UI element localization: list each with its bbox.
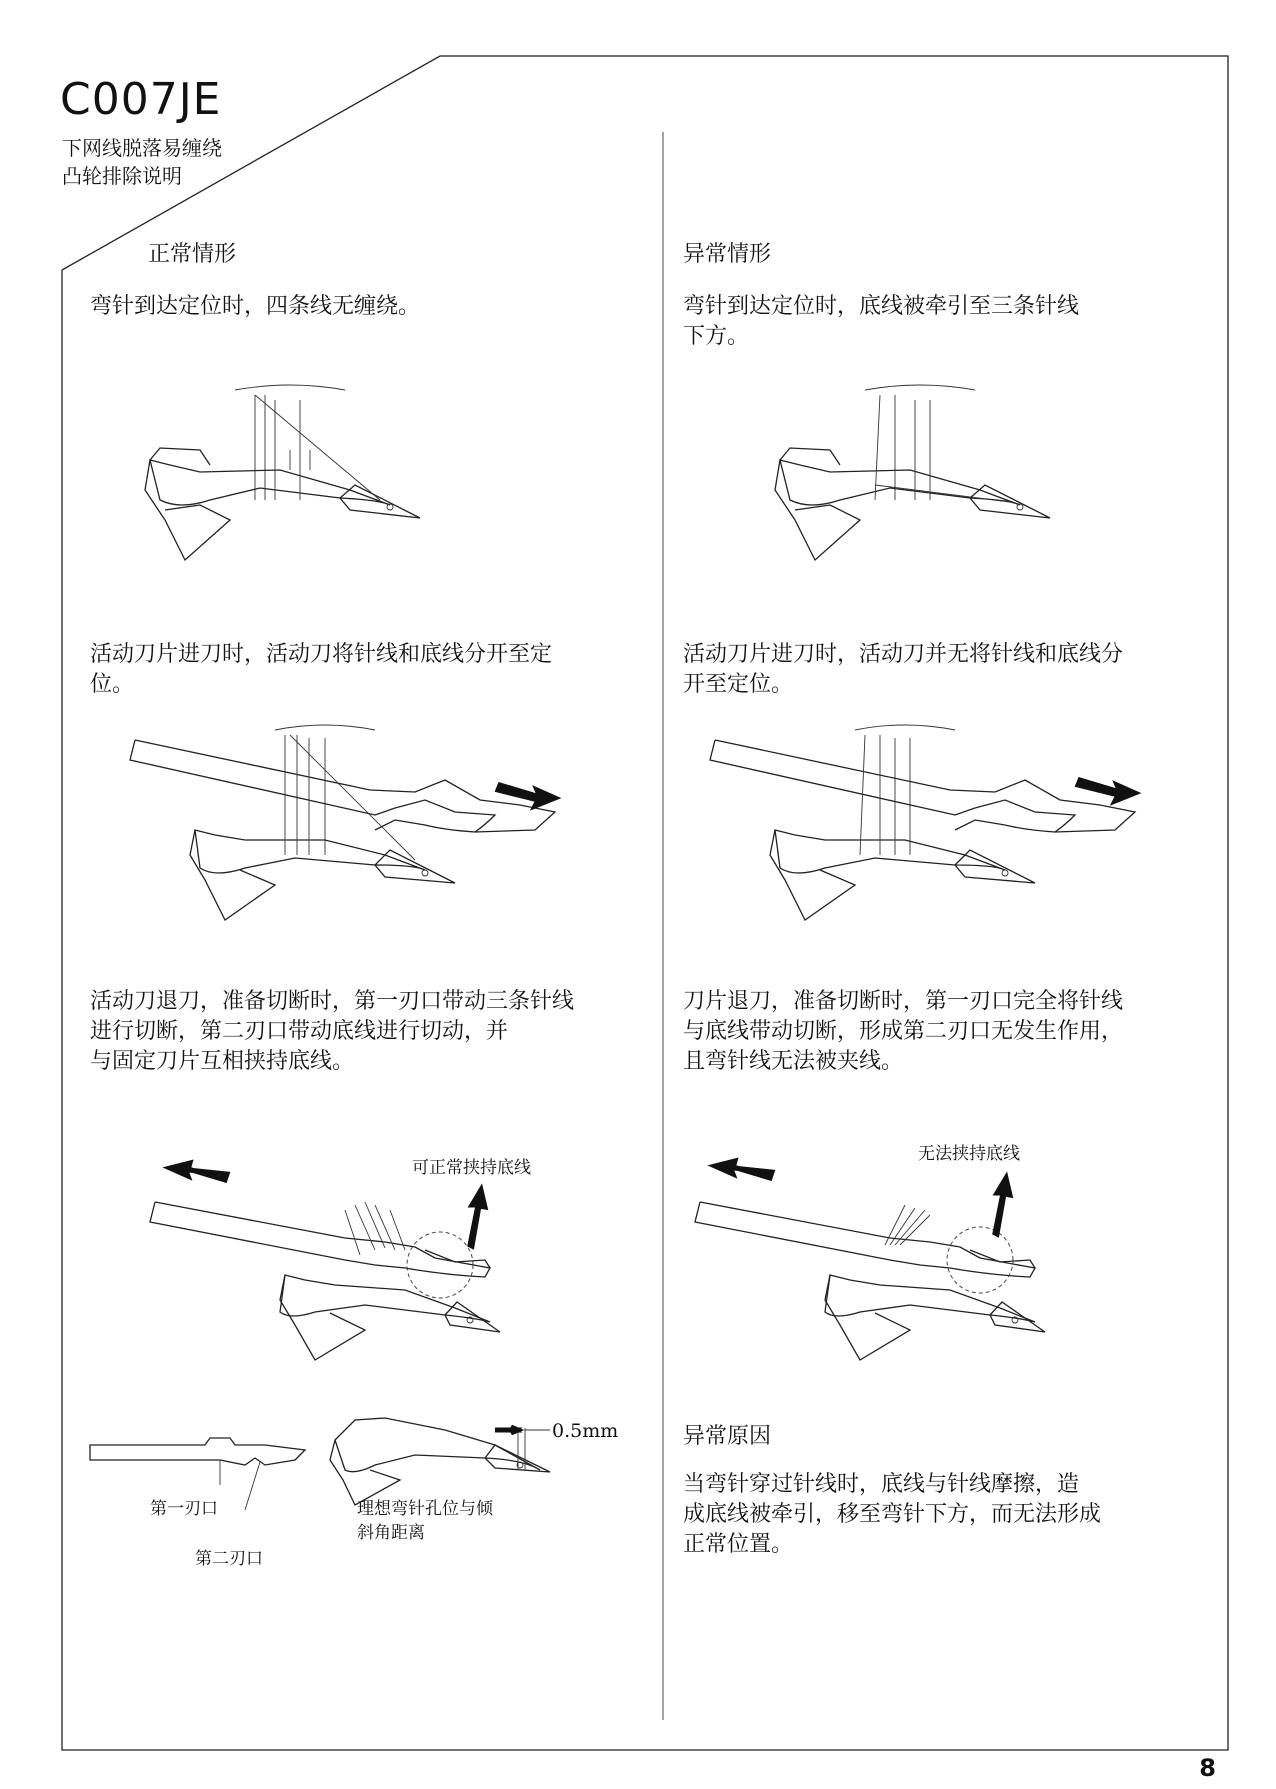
right-knife-advance-figure: [705, 720, 1145, 930]
dimension-label: 0.5mm: [552, 1420, 619, 1442]
model-number: C007JE: [60, 74, 222, 125]
left-knife-advance-figure: [125, 720, 565, 930]
right-heading: 异常情形: [683, 242, 772, 267]
right-step-2: 活动刀片进刀时，活动刀并无将针线和底线分 开至定位。: [683, 642, 1124, 697]
left-step-1: 弯针到达定位时，四条线无缠绕。: [90, 294, 421, 319]
document-subtitle: [62, 134, 222, 190]
looper-tip-detail-figure: [325, 1400, 555, 1510]
left-step-2: 活动刀片进刀时，活动刀将针线和底线分开至定 位。: [90, 642, 553, 697]
left-looper-normal-figure: [140, 370, 440, 570]
label-ideal-hole-position: 理想弯针孔位与倾 斜角距离: [357, 1499, 493, 1543]
subtitle-line-2: 凸轮排除说明: [62, 164, 182, 188]
left-callout-label: 可正常挟持底线: [412, 1158, 531, 1178]
right-knife-retract-figure: [690, 1150, 1090, 1380]
left-knife-retract-figure: [145, 1150, 545, 1380]
label-first-edge: 第一刃口: [150, 1499, 218, 1519]
right-callout-label: 无法挟持底线: [918, 1144, 1020, 1164]
left-step-3: 活动刀退刀，准备切断时，第一刃口带动三条针线 进行切断，第二刃口带动底线进行切动，并 与固定刀片互相挟持底线。: [90, 989, 575, 1074]
right-step-1: 弯针到达定位时，底线被牵引至三条针线 下方。: [683, 294, 1080, 349]
label-second-edge: 第二刃口: [195, 1549, 263, 1569]
left-heading: 正常情形: [148, 242, 237, 267]
right-looper-abnormal-figure: [770, 370, 1070, 570]
right-step-3: 刀片退刀，准备切断时，第一刃口完全将针线 与底线带动切断，形成第二刃口无发生作用， 且弯针线无法被夹线。: [683, 989, 1124, 1074]
subtitle-line-1: 下网线脱落易缠绕: [62, 136, 222, 160]
cause-heading: 异常原因: [683, 1424, 772, 1449]
page-number: 8: [1199, 1754, 1216, 1782]
cause-text: 当弯针穿过针线时，底线与针线摩擦，造 成底线被牵引，移至弯针下方，而无法形成 正常位置。: [683, 1472, 1102, 1557]
